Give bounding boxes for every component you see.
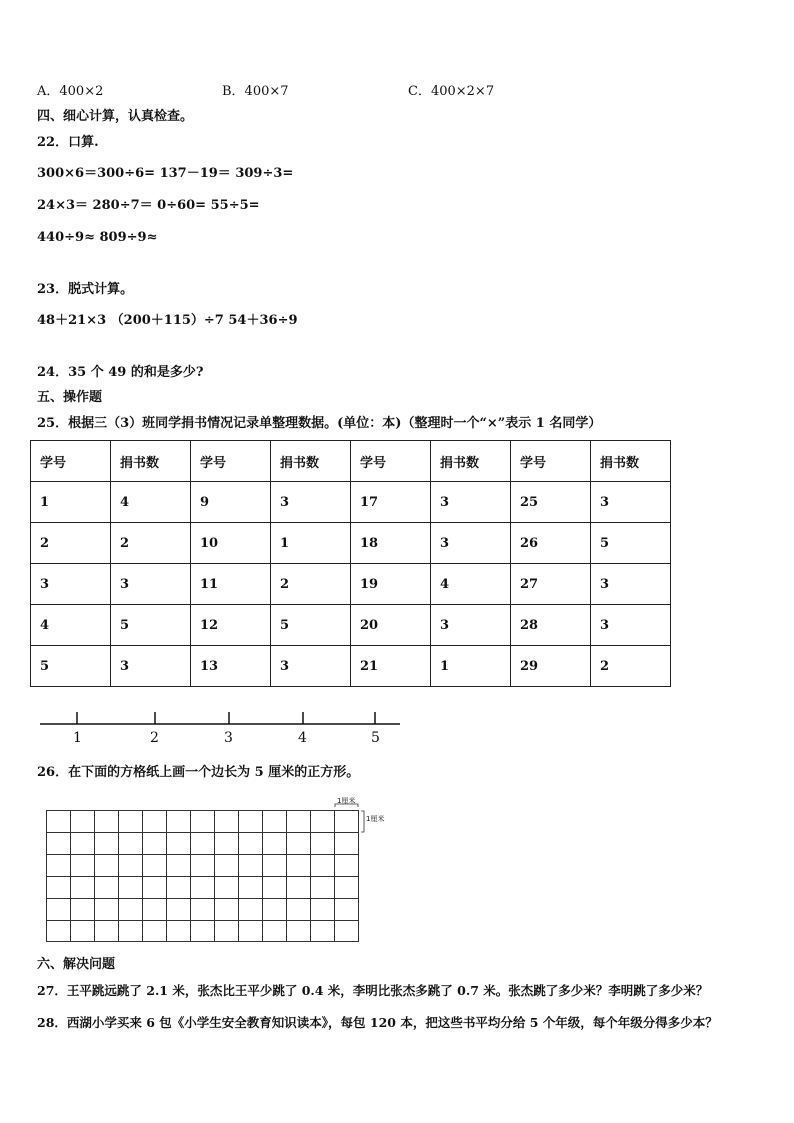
table-cell: 2 (111, 523, 191, 564)
table-cell: 5 (271, 605, 351, 646)
table-cell: 3 (271, 482, 351, 523)
table-cell: 19 (351, 564, 431, 605)
table-cell: 21 (351, 646, 431, 687)
table-cell: 27 (511, 564, 591, 605)
table-cell: 3 (271, 646, 351, 687)
table-row (31, 523, 671, 564)
table-cell: 2 (31, 523, 111, 564)
table-header-cell: 学号 (511, 441, 591, 482)
table-cell: 4 (111, 482, 191, 523)
donation-table (30, 440, 671, 687)
table-cell: 3 (31, 564, 111, 605)
table-cell: 26 (511, 523, 591, 564)
table-cell: 3 (591, 564, 671, 605)
number-line-label: 3 (224, 730, 233, 746)
number-line-label: 2 (150, 730, 159, 746)
table-cell: 3 (431, 482, 511, 523)
table-cell: 1 (31, 482, 111, 523)
table-cell: 3 (431, 523, 511, 564)
q28-question: 28．西湖小学买来 6 包《小学生安全教育知识读本》，每包 120 本，把这些书平均分给 5 个年级，每个年级分得多少本？ (37, 1015, 718, 1030)
table-cell: 9 (191, 482, 271, 523)
table-cell: 2 (591, 646, 671, 687)
table-cell: 28 (511, 605, 591, 646)
table-cell: 3 (111, 646, 191, 687)
section-4-heading: 四、细心计算，认真检查。 (37, 109, 194, 124)
q22-row-3: 440÷9≈ 809÷9≈ (37, 230, 158, 245)
table-cell: 5 (591, 523, 671, 564)
table-row (31, 564, 671, 605)
q25-title: 25．根据三（3）班同学捐书情况记录单整理数据。(单位：本)（整理时一个“×”表示 1 名同学） (37, 416, 602, 431)
table-cell: 13 (191, 646, 271, 687)
grid-paper (46, 795, 391, 945)
table-cell: 25 (511, 482, 591, 523)
table-row (31, 605, 671, 646)
table-header-cell: 捐书数 (591, 441, 671, 482)
q26-title: 26．在下面的方格纸上画一个边长为 5 厘米的正方形。 (37, 765, 360, 780)
number-line-label: 4 (298, 730, 307, 746)
table-cell: 1 (271, 523, 351, 564)
unit-bracket-vertical (361, 811, 364, 832)
table-cell: 5 (111, 605, 191, 646)
q22-title: 22．口算. (37, 135, 99, 150)
table-cell: 3 (591, 605, 671, 646)
q27-question: 27．王平跳远跳了 2.1 米，张杰比王平少跳了 0.4 米，李明比张杰多跳了 0.7 米。张杰跳了多少米？李明跳了多少米？ (37, 983, 709, 998)
section-5-heading: 五、操作题 (37, 390, 103, 405)
table-header-row (31, 441, 671, 482)
table-row (31, 646, 671, 687)
q24-question: 24．35 个 49 的和是多少? (37, 365, 204, 380)
section-6-heading: 六、解决问题 (37, 957, 116, 972)
table-cell: 29 (511, 646, 591, 687)
q23-title: 23．脱式计算。 (37, 282, 134, 297)
table-cell: 12 (191, 605, 271, 646)
choice-c: C．400×2×7 (408, 84, 495, 99)
table-cell: 1 (431, 646, 511, 687)
number-line-label: 5 (371, 730, 380, 746)
q22-row-2: 24×3＝ 280÷7＝ 0÷60= 55÷5= (37, 198, 260, 213)
table-row (31, 482, 671, 523)
q23-row: 48＋21×3 （200＋115）÷7 54＋36÷9 (37, 313, 298, 328)
table-cell: 4 (431, 564, 511, 605)
table-cell: 10 (191, 523, 271, 564)
q22-row-1: 300×6＝300÷6= 137－19＝ 309÷3= (37, 166, 294, 181)
table-cell: 5 (31, 646, 111, 687)
table-cell: 2 (271, 564, 351, 605)
table-cell: 11 (191, 564, 271, 605)
table-cell: 20 (351, 605, 431, 646)
unit-label-horizontal: 1厘米 (337, 797, 356, 805)
table-cell: 4 (31, 605, 111, 646)
table-header-cell: 学号 (351, 441, 431, 482)
table-header-cell: 捐书数 (111, 441, 191, 482)
number-line (40, 710, 402, 730)
table-header-cell: 学号 (31, 441, 111, 482)
grid-lines (47, 811, 359, 942)
table-header-cell: 学号 (191, 441, 271, 482)
table-header-cell: 捐书数 (431, 441, 511, 482)
choice-a: A．400×2 (37, 84, 104, 99)
table-header-cell: 捐书数 (271, 441, 351, 482)
table-cell: 18 (351, 523, 431, 564)
table-cell: 17 (351, 482, 431, 523)
unit-label-vertical: 1厘米 (366, 815, 385, 823)
choice-b: B．400×7 (222, 84, 289, 99)
table-cell: 3 (431, 605, 511, 646)
table-cell: 3 (111, 564, 191, 605)
number-line-label: 1 (73, 730, 82, 746)
table-cell: 3 (591, 482, 671, 523)
